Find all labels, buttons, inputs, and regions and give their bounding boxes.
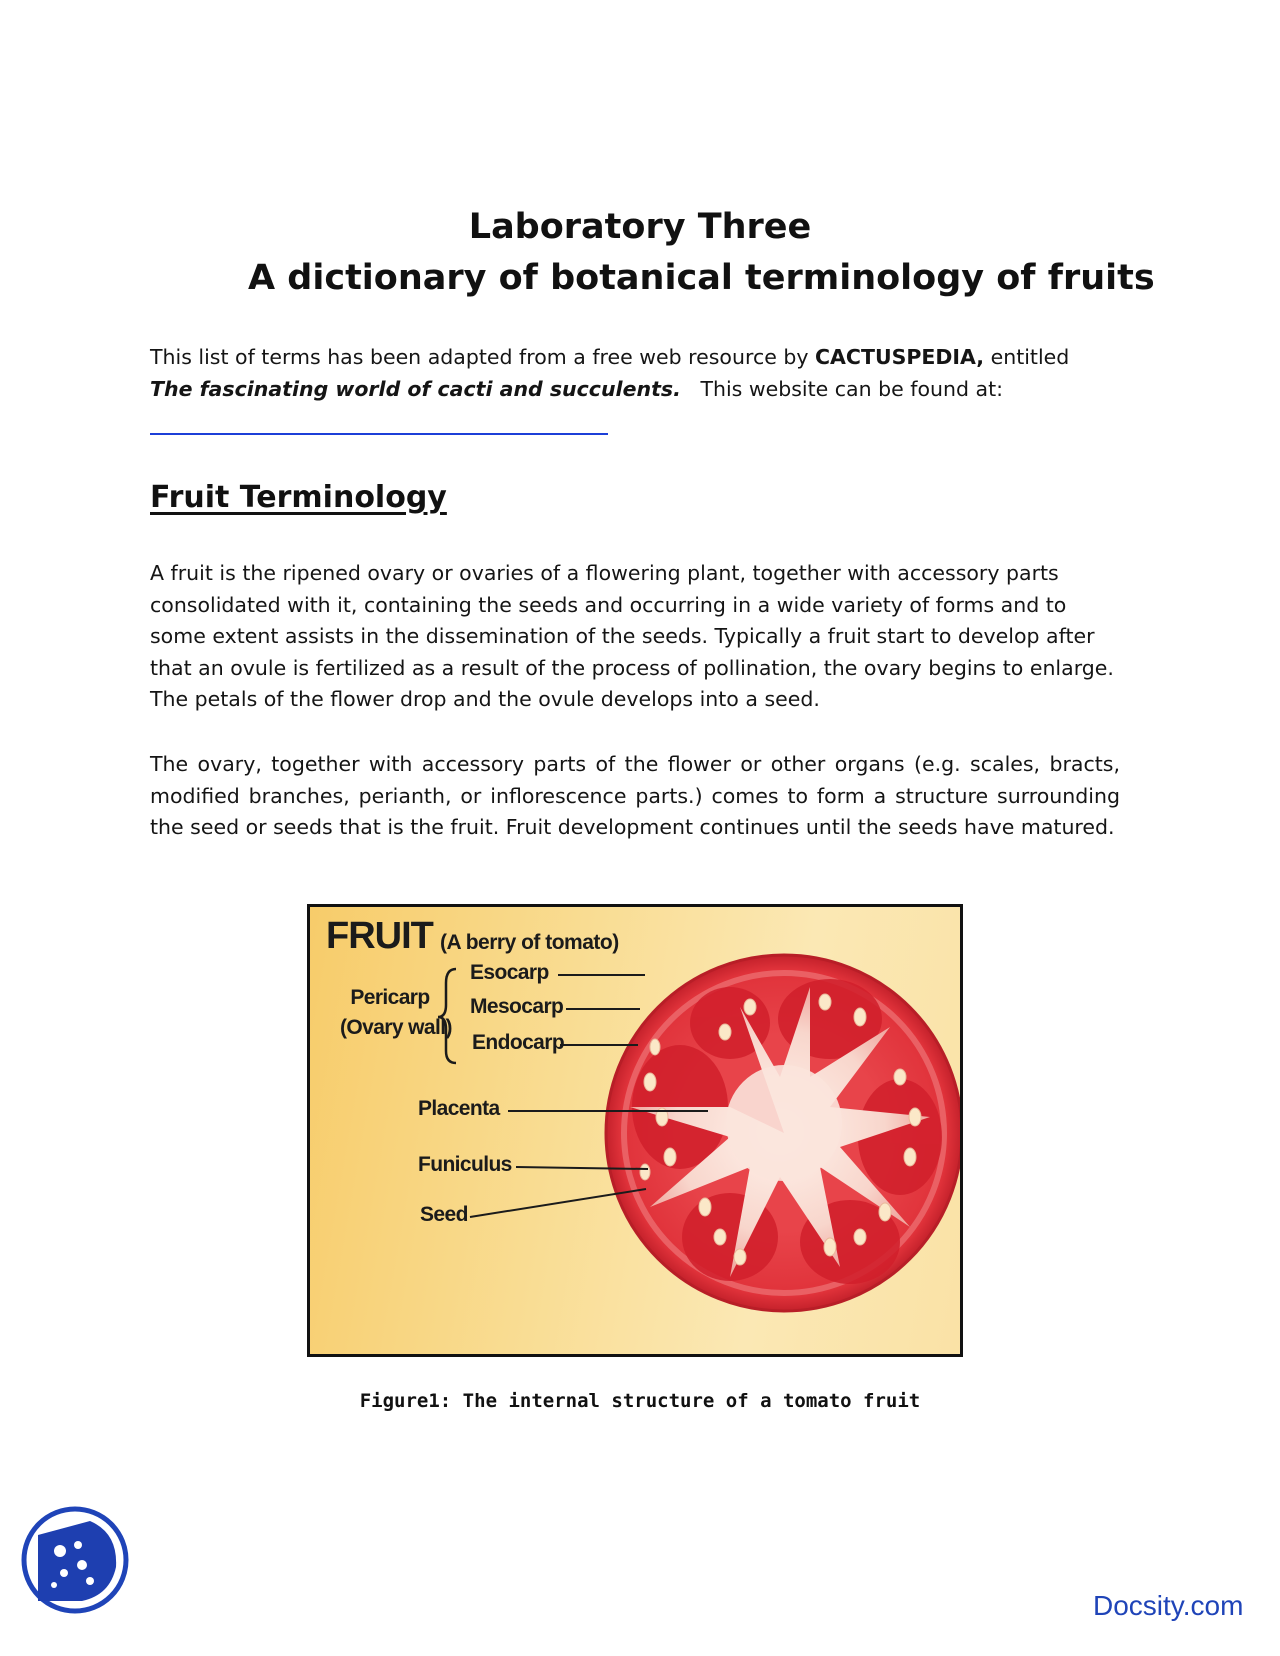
intro-middle: entitled	[984, 345, 1070, 369]
section-heading: Fruit Terminology	[150, 480, 447, 515]
figure-title: FRUIT	[326, 915, 433, 957]
paragraph-ovary: The ovary, together with accessory parts of the flower or other organs (e.g. scales, bracts, modified branches, perianth, or inflorescence parts.) comes to form a structure surrounding the seed or seeds that is the fruit. Fruit development continues until the seeds have matured.	[150, 752, 1120, 839]
intro-suffix: This website can be found at:	[700, 376, 1004, 401]
source-name: CACTUSPEDIA,	[815, 345, 985, 369]
figure-subtitle: (A berry of tomato)	[440, 931, 619, 954]
figure-caption: Figure1: The internal structure of a tomato fruit	[359, 1390, 921, 1412]
label-placenta: Placenta	[418, 1097, 500, 1120]
page-title: Laboratory Three	[468, 207, 812, 247]
pericarp-label	[340, 983, 452, 1043]
intro-paragraph	[150, 342, 1120, 405]
docsity-brand[interactable]: Docsity.com	[1093, 1590, 1244, 1621]
label-endocarp: Endocarp	[472, 1031, 565, 1054]
docsity-logo-icon[interactable]	[20, 1505, 130, 1615]
label-seed: Seed	[420, 1203, 468, 1226]
label-mesocarp: Mesocarp	[470, 995, 564, 1018]
book-title: The fascinating world of cacti and succulents.	[150, 376, 681, 401]
pericarp-line1: Pericarp	[350, 986, 430, 1009]
tomato-figure	[307, 904, 963, 1357]
label-esocarp: Esocarp	[470, 961, 549, 984]
paragraph-fruit-definition: A fruit is the ripened ovary or ovaries of a flowering plant, together with accessory parts consolidated with it, containing the seeds and occurring in a wide variety of forms and to some extent assists in the dissemination of the seeds. Typically a fruit start to develop after that an ovule is fertilized as a result of the process of pollination, the ovary begins to enlarge. The petals of the flower drop and the ovule develops into a seed.	[150, 561, 1114, 711]
intro-prefix: This list of terms has been adapted from a free web resource by	[150, 345, 816, 369]
website-link[interactable]	[150, 433, 608, 435]
label-funiculus: Funiculus	[418, 1153, 512, 1176]
pericarp-line2: (Ovary wall)	[340, 1016, 452, 1039]
tomato-diagram	[310, 907, 960, 1354]
page-subtitle: A dictionary of botanical terminology of fruits	[248, 258, 1155, 298]
